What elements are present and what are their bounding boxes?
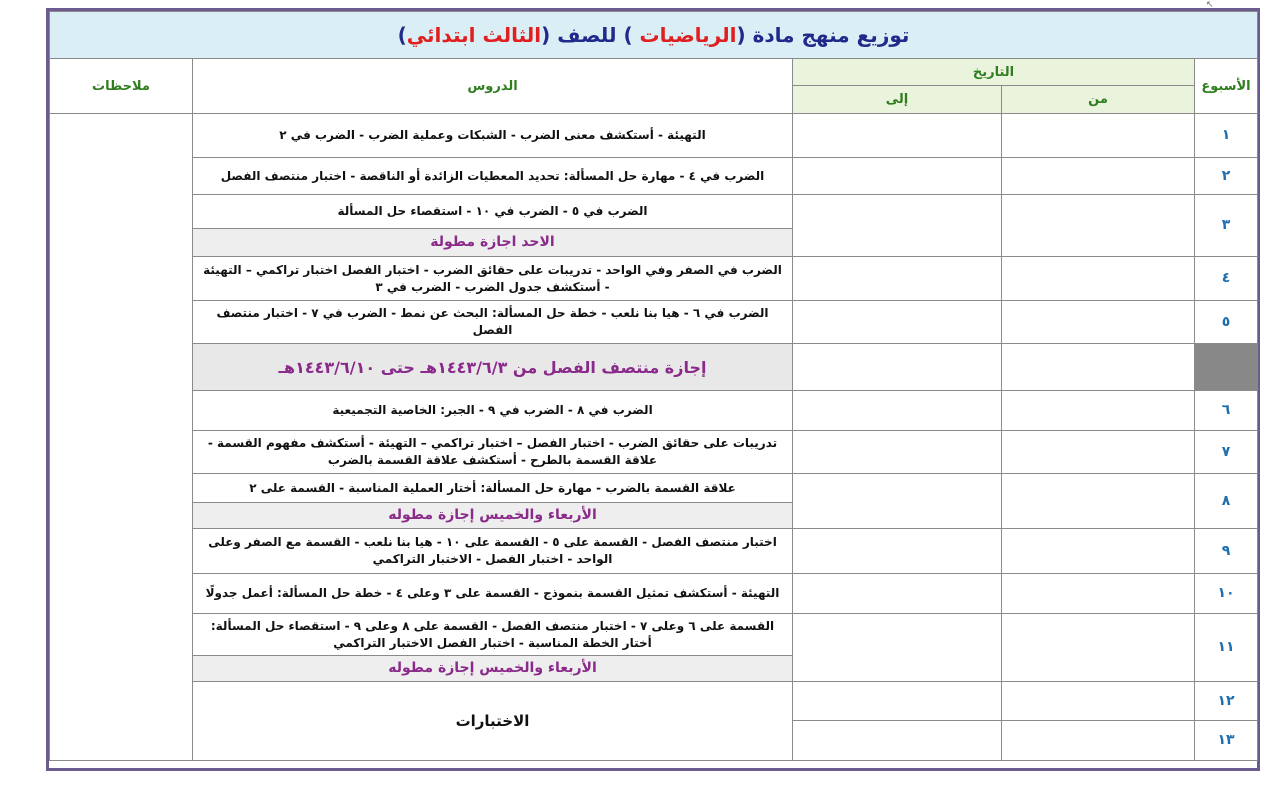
week-number: ٧: [1195, 431, 1258, 474]
holiday-cell: الاحد اجازة مطولة: [193, 229, 793, 257]
from-date-cell[interactable]: [1002, 114, 1195, 158]
lesson-cell: الضرب في الصفر وفي الواحد - تدريبات على حقائق الضرب - اختبار الفصل اختبار تراكمي – التهيئة - أستكشف جدول الضرب - الضرب في ٣: [193, 257, 793, 301]
to-date-cell[interactable]: [793, 195, 1002, 257]
week-number: ١١: [1195, 614, 1258, 682]
week-header: الأسبوع: [1195, 59, 1258, 114]
from-header: من: [1002, 86, 1195, 114]
exams-cell: الاختبارات: [193, 682, 793, 761]
week-number: ١٣: [1195, 721, 1258, 761]
title-grade: الثالث ابتدائي: [406, 22, 542, 47]
date-header: التاريخ: [793, 59, 1195, 86]
from-date-cell[interactable]: [1002, 529, 1195, 574]
week-number: ٤: [1195, 257, 1258, 301]
to-date-cell[interactable]: [793, 614, 1002, 682]
lesson-cell: الضرب في ٦ - هيا بنا نلعب - خطة حل المسألة: البحث عن نمط - الضرب في ٧ - اختبار منتصف الفصل: [193, 301, 793, 344]
lesson-cell: التهيئة - أستكشف تمثيل القسمة بنموذج - القسمة على ٣ وعلى ٤ - خطة حل المسألة: أعمل جدولًا: [193, 574, 793, 614]
from-date-cell[interactable]: [1002, 391, 1195, 431]
to-date-cell[interactable]: [793, 721, 1002, 761]
holiday-cell: الأربعاء والخميس إجازة مطوله: [193, 656, 793, 682]
week-number: ٢: [1195, 158, 1258, 195]
page-title: [50, 12, 1258, 59]
week-number: ١٠: [1195, 574, 1258, 614]
lesson-cell: القسمة على ٦ وعلى ٧ - اختبار منتصف الفصل - القسمة على ٨ وعلى ٩ - استقصاء حل المسألة: أختار الخطة المناسبة - اختبار الفصل الاختبار التراكمي: [193, 614, 793, 656]
from-date-cell[interactable]: [1002, 614, 1195, 682]
week-number: ١٢: [1195, 682, 1258, 721]
break-week-marker: [1195, 344, 1258, 391]
holiday-cell: الأربعاء والخميس إجازة مطوله: [193, 503, 793, 529]
notes-column: [50, 114, 193, 761]
title-suffix: ): [397, 22, 407, 47]
title-prefix: توزيع منهج مادة (: [736, 22, 910, 47]
from-date-cell[interactable]: [1002, 682, 1195, 721]
lesson-cell: التهيئة - أستكشف معنى الضرب - الشبكات وعملية الضرب - الضرب في ٢: [193, 114, 793, 158]
from-date-cell[interactable]: [1002, 431, 1195, 474]
title-middle: ) للصف (: [541, 22, 640, 47]
lesson-cell: علاقة القسمة بالضرب - مهارة حل المسألة: أختار العملية المناسبة - القسمة على ٢: [193, 474, 793, 503]
lesson-cell: تدريبات على حقائق الضرب - اختبار الفصل – اختبار تراكمي – التهيئة - أستكشف مفهوم القسمة - علاقة القسمة بالطرح - أستكشف علاقة القسمة بالضرب: [193, 431, 793, 474]
to-date-cell[interactable]: [793, 529, 1002, 574]
from-date-cell[interactable]: [1002, 474, 1195, 529]
to-date-cell[interactable]: [793, 574, 1002, 614]
to-date-cell[interactable]: [793, 682, 1002, 721]
midterm-break-cell: إجازة منتصف الفصل من ١٤٤٣/٦/٣هـ حتى ١٤٤٣/٦/١٠هـ: [193, 344, 793, 391]
to-date-cell[interactable]: [793, 257, 1002, 301]
week-number: ٦: [1195, 391, 1258, 431]
from-date-cell[interactable]: [1002, 344, 1195, 391]
lesson-cell: الضرب في ٤ - مهارة حل المسألة: تحديد المعطيات الزائدة أو الناقصة - اختبار منتصف الفصل: [193, 158, 793, 195]
notes-header: ملاحظات: [50, 59, 193, 114]
to-date-cell[interactable]: [793, 301, 1002, 344]
from-date-cell[interactable]: [1002, 195, 1195, 257]
to-date-cell[interactable]: [793, 391, 1002, 431]
lesson-cell: اختبار منتصف الفصل - القسمة على ٥ - القسمة على ١٠ - هيا بنا نلعب - القسمة مع الصفر وعلى الواحد - اختبار الفصل - الاختبار التراكمي: [193, 529, 793, 574]
to-date-cell[interactable]: [793, 114, 1002, 158]
to-date-cell[interactable]: [793, 344, 1002, 391]
week-number: ٩: [1195, 529, 1258, 574]
from-date-cell[interactable]: [1002, 301, 1195, 344]
to-date-cell[interactable]: [793, 158, 1002, 195]
to-date-cell[interactable]: [793, 474, 1002, 529]
lesson-cell: الضرب في ٨ - الضرب في ٩ - الجبر: الخاصية التجميعية: [193, 391, 793, 431]
title-subject: الرياضيات: [639, 22, 737, 47]
to-header: إلى: [793, 86, 1002, 114]
week-number: ٥: [1195, 301, 1258, 344]
week-number: ١: [1195, 114, 1258, 158]
week-number: ٨: [1195, 474, 1258, 529]
to-date-cell[interactable]: [793, 431, 1002, 474]
curriculum-table: [49, 11, 1258, 761]
cursor-icon: ↖: [1206, 0, 1214, 10]
lesson-cell: الضرب في ٥ - الضرب في ١٠ - استقصاء حل المسألة: [193, 195, 793, 229]
from-date-cell[interactable]: [1002, 574, 1195, 614]
week-number: ٣: [1195, 195, 1258, 257]
from-date-cell[interactable]: [1002, 721, 1195, 761]
from-date-cell[interactable]: [1002, 158, 1195, 195]
lessons-header: الدروس: [193, 59, 793, 114]
from-date-cell[interactable]: [1002, 257, 1195, 301]
